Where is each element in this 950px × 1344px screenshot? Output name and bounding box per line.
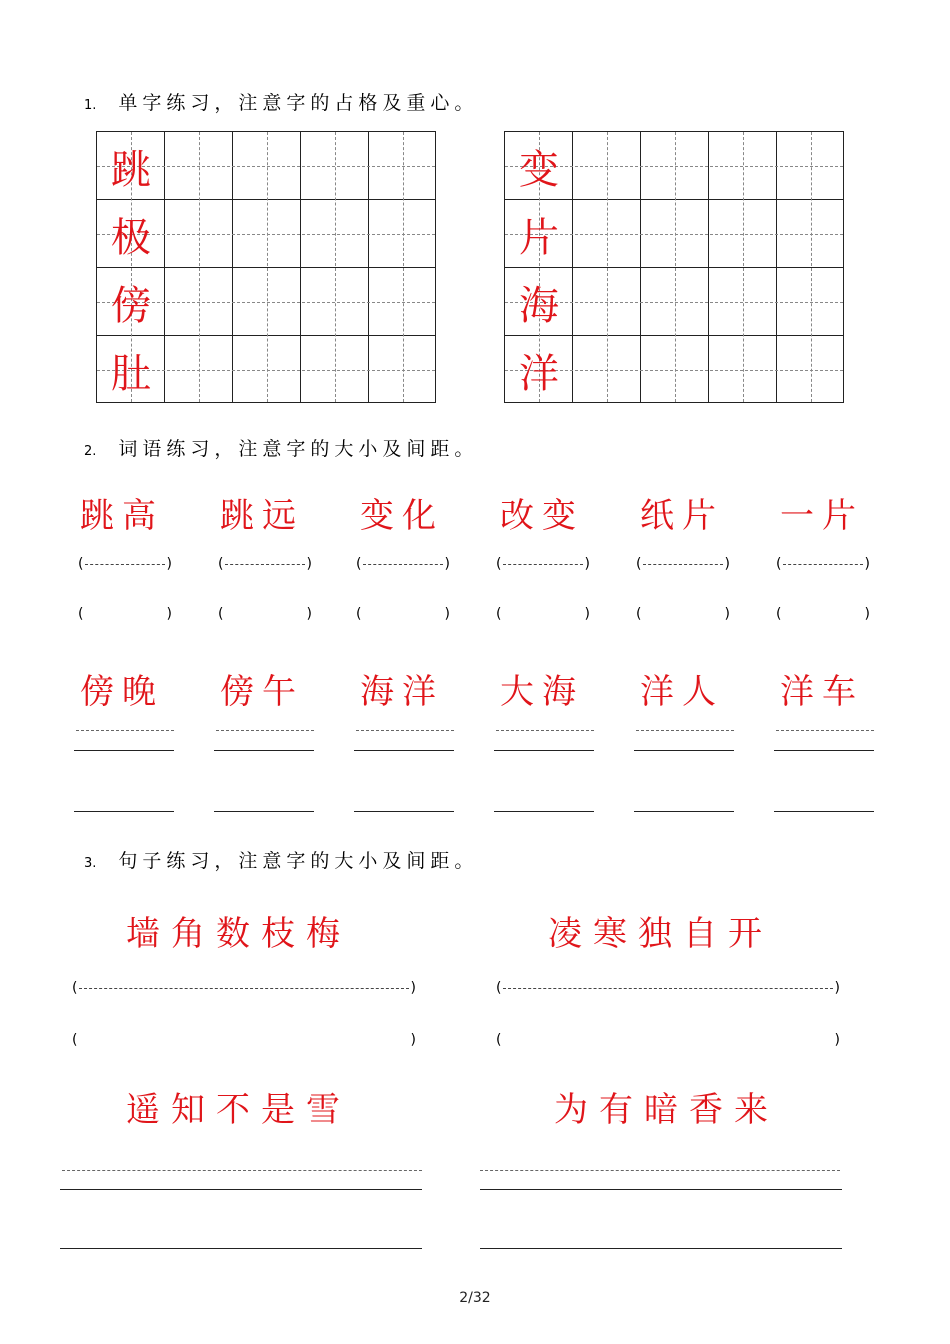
word-practice: 洋人 — [640, 672, 724, 712]
dotted-guide-line — [636, 730, 734, 731]
dotted-guide-line — [62, 1170, 422, 1171]
answer-parentheses[interactable]: ( ) — [496, 606, 590, 622]
answer-parentheses[interactable]: ( ) — [636, 606, 730, 622]
grid-char: 极 — [111, 214, 151, 261]
word-practice: 一片 — [780, 496, 864, 536]
answer-parentheses-dotted[interactable]: ( ) — [72, 980, 416, 996]
word-practice: 海洋 — [360, 672, 444, 712]
grid-guide-line — [675, 132, 676, 402]
section3-title: 句子练习，注意字的大小及间距。 — [118, 850, 479, 872]
word-practice: 大海 — [500, 672, 584, 712]
word-practice: 改变 — [500, 496, 584, 536]
word-practice: 跳高 — [80, 496, 164, 536]
writing-line[interactable] — [494, 811, 594, 812]
answer-parentheses-dotted[interactable]: ( ) — [496, 556, 590, 572]
writing-line[interactable] — [480, 1248, 842, 1249]
section3-number: 3. — [84, 856, 97, 871]
sentence-practice: 墙角数枝梅 — [126, 914, 351, 954]
grid-char: 片 — [519, 214, 559, 261]
writing-line[interactable] — [214, 811, 314, 812]
word-practice: 跳远 — [220, 496, 304, 536]
dotted-guide-line — [216, 730, 314, 731]
answer-parentheses-dotted[interactable]: ( ) — [776, 556, 870, 572]
grid-char: 海 — [519, 282, 559, 329]
writing-line[interactable] — [60, 1189, 422, 1190]
answer-parentheses-dotted[interactable]: ( ) — [356, 556, 450, 572]
answer-parentheses[interactable]: ( ) — [496, 1032, 840, 1048]
section3-heading — [84, 846, 478, 873]
answer-parentheses[interactable]: ( ) — [78, 606, 172, 622]
page-number: 2/32 — [459, 1290, 491, 1306]
grid-char: 跳 — [111, 146, 151, 193]
grid-guide-line — [267, 132, 268, 402]
word-practice: 傍午 — [220, 672, 304, 712]
answer-parentheses[interactable]: ( ) — [776, 606, 870, 622]
grid-guide-line — [335, 132, 336, 402]
tianzige-grid-right — [504, 131, 844, 403]
section2-number: 2. — [84, 444, 97, 459]
grid-char: 洋 — [519, 350, 559, 397]
writing-line[interactable] — [774, 750, 874, 751]
word-practice: 纸片 — [640, 496, 724, 536]
dotted-guide-line — [496, 730, 594, 731]
section2-heading — [84, 434, 478, 461]
grid-guide-line — [743, 132, 744, 402]
writing-line[interactable] — [480, 1189, 842, 1190]
writing-line[interactable] — [60, 1248, 422, 1249]
sentence-practice: 遥知不是雪 — [126, 1090, 351, 1130]
dotted-guide-line — [776, 730, 874, 731]
writing-line[interactable] — [634, 750, 734, 751]
section1-number: 1. — [84, 98, 97, 113]
writing-line[interactable] — [494, 750, 594, 751]
dotted-guide-line — [480, 1170, 840, 1171]
writing-line[interactable] — [634, 811, 734, 812]
answer-parentheses[interactable]: ( ) — [72, 1032, 416, 1048]
answer-parentheses[interactable]: ( ) — [356, 606, 450, 622]
grid-guide-line — [607, 132, 608, 402]
grid-guide-line — [199, 132, 200, 402]
dotted-guide-line — [356, 730, 454, 731]
answer-parentheses[interactable]: ( ) — [218, 606, 312, 622]
word-practice: 变化 — [360, 496, 444, 536]
writing-line[interactable] — [354, 811, 454, 812]
writing-line[interactable] — [354, 750, 454, 751]
grid-char: 变 — [519, 146, 559, 193]
section2-title: 词语练习，注意字的大小及间距。 — [118, 438, 479, 460]
word-practice: 傍晚 — [80, 672, 164, 712]
answer-parentheses-dotted[interactable]: ( ) — [636, 556, 730, 572]
writing-line[interactable] — [214, 750, 314, 751]
writing-line[interactable] — [74, 750, 174, 751]
answer-parentheses-dotted[interactable]: ( ) — [496, 980, 840, 996]
sentence-practice: 凌寒独自开 — [548, 914, 773, 954]
word-practice: 洋车 — [780, 672, 864, 712]
section1-heading — [84, 88, 478, 115]
writing-line[interactable] — [74, 811, 174, 812]
grid-guide-line — [811, 132, 812, 402]
grid-guide-line — [403, 132, 404, 402]
answer-parentheses-dotted[interactable]: ( ) — [218, 556, 312, 572]
writing-line[interactable] — [774, 811, 874, 812]
tianzige-grid-left — [96, 131, 436, 403]
grid-char: 傍 — [111, 282, 151, 329]
grid-char: 肚 — [111, 350, 151, 397]
section1-title: 单字练习，注意字的占格及重心。 — [118, 92, 479, 114]
answer-parentheses-dotted[interactable]: ( ) — [78, 556, 172, 572]
dotted-guide-line — [76, 730, 174, 731]
sentence-practice: 为有暗香来 — [554, 1090, 779, 1130]
